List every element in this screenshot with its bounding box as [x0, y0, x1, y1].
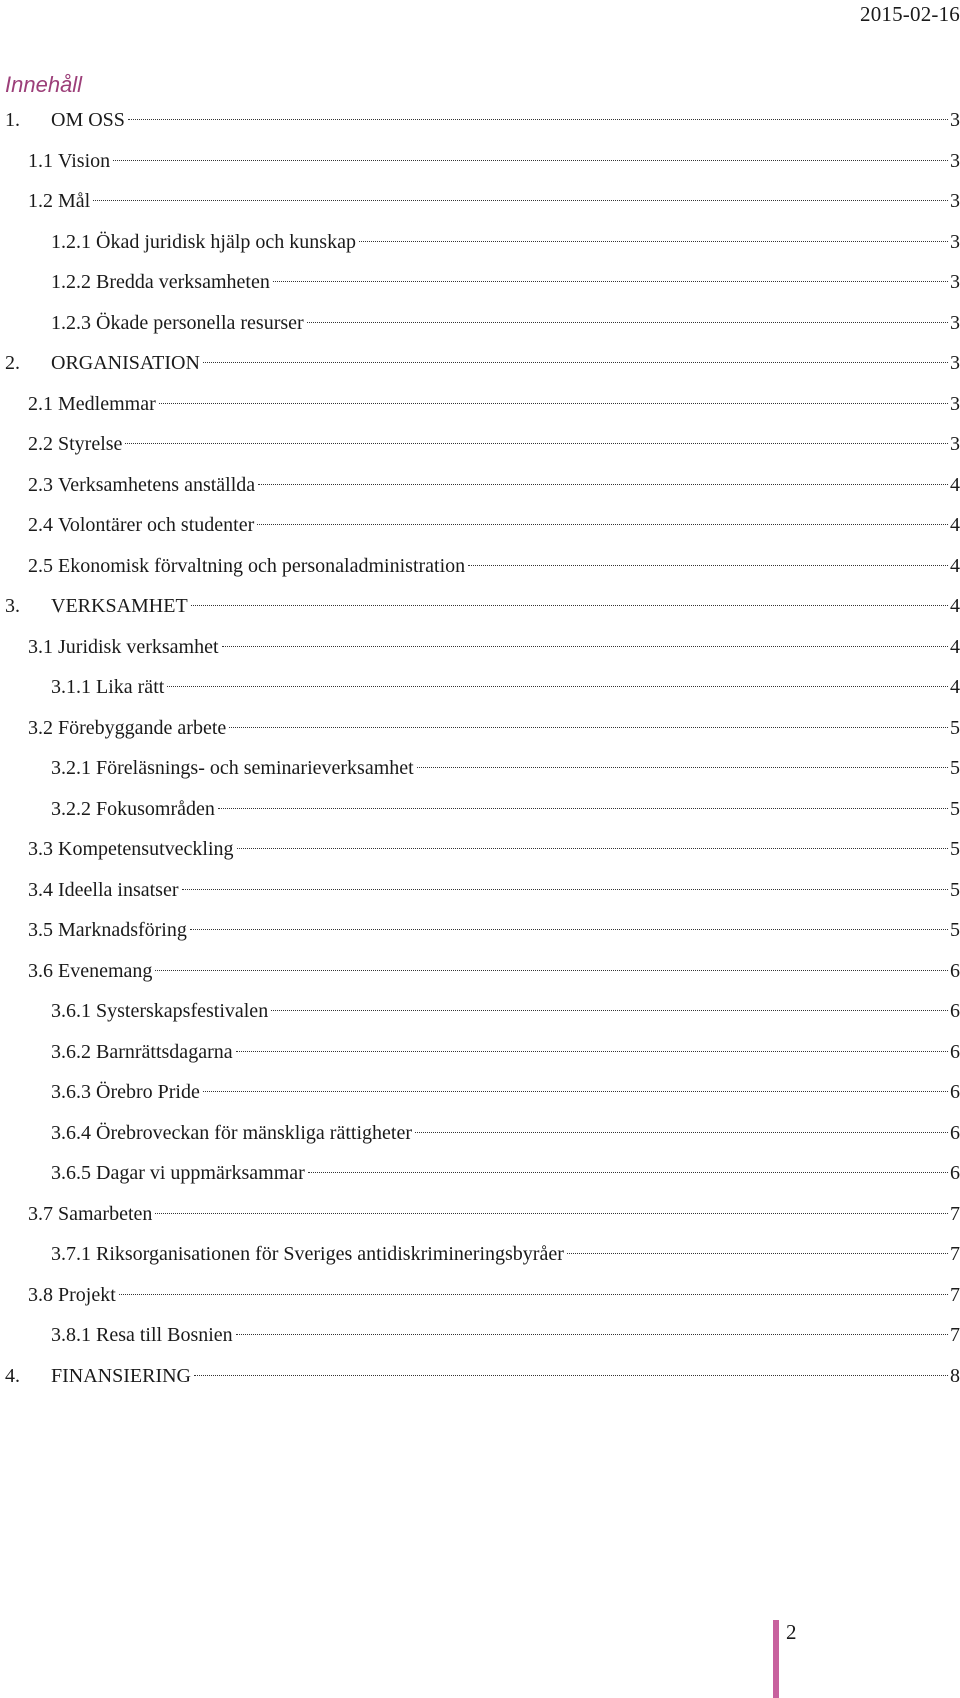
- toc-entry[interactable]: [5, 627, 960, 668]
- toc-entry[interactable]: [5, 748, 960, 789]
- toc-entry-number: 1.1: [28, 149, 53, 172]
- toc-entry[interactable]: [5, 465, 960, 506]
- toc-entry-title: Volontärer och studenter: [58, 514, 255, 536]
- toc-dot-leader: [237, 848, 948, 849]
- toc-dot-leader: [203, 1091, 948, 1092]
- toc-entry-title: ORGANISATION: [51, 352, 200, 374]
- toc-entry[interactable]: [5, 181, 960, 222]
- toc-dot-leader: [273, 281, 948, 282]
- toc-entry[interactable]: [5, 1194, 960, 1235]
- toc-entry[interactable]: [5, 1072, 960, 1113]
- toc-entry-number: 3.: [5, 595, 20, 617]
- toc-entry-page: 4: [950, 514, 960, 536]
- toc-entry[interactable]: [5, 1153, 960, 1194]
- toc-entry-page: 4: [950, 635, 960, 658]
- toc-entry-title: FINANSIERING: [51, 1364, 191, 1387]
- toc-entry-page: 4: [950, 595, 960, 617]
- toc-entry-page: 5: [950, 757, 960, 779]
- toc-dot-leader: [308, 1172, 948, 1173]
- toc-entry-page: 3: [950, 433, 960, 455]
- toc-entry-title: Projekt: [58, 1283, 116, 1306]
- toc-dot-leader: [194, 1375, 948, 1376]
- toc-entry[interactable]: [5, 951, 960, 992]
- toc-entry[interactable]: [5, 505, 960, 546]
- toc-entry-number: 3.1: [28, 635, 53, 658]
- toc-entry-title: Systerskapsfestivalen: [96, 1000, 269, 1022]
- toc-entry[interactable]: [5, 1113, 960, 1154]
- toc-entry-page: 3: [950, 271, 960, 293]
- toc-entry-page: 5: [950, 716, 960, 739]
- toc-entry[interactable]: [5, 343, 960, 384]
- toc-entry-number: 3.6.4: [51, 1121, 91, 1144]
- header-date: 2015-02-16: [860, 2, 960, 26]
- toc-entry[interactable]: [5, 1315, 960, 1356]
- toc-entry-title: Föreläsnings- och seminarieverksamhet: [96, 757, 414, 779]
- toc-entry[interactable]: [5, 667, 960, 708]
- toc-entry-page: 3: [950, 352, 960, 374]
- toc-entry-page: 3: [950, 311, 960, 334]
- footer-accent-bar: [773, 1620, 779, 1698]
- toc-entry[interactable]: [5, 1234, 960, 1275]
- toc-dot-leader: [167, 686, 948, 687]
- toc-entry-page: 6: [950, 1040, 960, 1063]
- toc-entry[interactable]: [5, 1356, 960, 1397]
- toc-dot-leader: [258, 484, 948, 485]
- toc-entry-number: 3.2: [28, 716, 53, 739]
- toc-entry-page: 6: [950, 1000, 960, 1022]
- toc-entry-title: Mål: [58, 190, 91, 212]
- toc-dot-leader: [159, 403, 948, 404]
- toc-dot-leader: [359, 241, 948, 242]
- toc-entry-page: 4: [950, 676, 960, 698]
- toc-entry-number: 2.1: [28, 392, 53, 415]
- toc-dot-leader: [236, 1051, 948, 1052]
- toc-entry-number: 3.7.1: [51, 1243, 91, 1265]
- toc-dot-leader: [125, 443, 948, 444]
- toc-entry-page: 7: [950, 1243, 960, 1265]
- toc-entry[interactable]: [5, 910, 960, 951]
- toc-entry-page: 7: [950, 1324, 960, 1346]
- toc-entry[interactable]: [5, 1275, 960, 1316]
- toc-entry-title: Dagar vi uppmärksammar: [96, 1162, 305, 1184]
- toc-entry-title: Förebyggande arbete: [58, 716, 227, 739]
- toc-entry-number: 4.: [5, 1364, 20, 1387]
- toc-dot-leader: [271, 1010, 948, 1011]
- toc-entry-number: 3.5: [28, 919, 53, 941]
- toc-entry-title: Ekonomisk förvaltning och personaladministration: [58, 554, 466, 577]
- toc-entry-number: 2.3: [28, 473, 53, 496]
- toc-entry[interactable]: [5, 100, 960, 141]
- toc-entry-title: Ökad juridisk hjälp och kunskap: [96, 230, 356, 253]
- toc-dot-leader: [307, 322, 948, 323]
- toc-entry[interactable]: [5, 789, 960, 830]
- page-number: 2: [786, 1620, 797, 1644]
- toc-dot-leader: [417, 767, 948, 768]
- toc-entry[interactable]: [5, 546, 960, 587]
- toc-entry-number: 1.2: [28, 190, 53, 212]
- toc-entry-number: 3.3: [28, 838, 53, 860]
- toc-dot-leader: [567, 1253, 948, 1254]
- toc-entry-page: 5: [950, 919, 960, 941]
- toc-entry-page: 4: [950, 554, 960, 577]
- toc-entry-number: 3.1.1: [51, 676, 91, 698]
- toc-dot-leader: [236, 1334, 948, 1335]
- toc-entry-title: Vision: [58, 149, 111, 172]
- toc-entry[interactable]: [5, 829, 960, 870]
- toc-entry-page: 5: [950, 878, 960, 901]
- toc-entry-page: 6: [950, 1162, 960, 1184]
- toc-entry-title: VERKSAMHET: [51, 595, 188, 617]
- toc-entry-number: 3.4: [28, 878, 53, 901]
- toc-dot-leader: [93, 200, 948, 201]
- toc-entry-page: 6: [950, 1081, 960, 1103]
- toc-entry-title: Resa till Bosnien: [96, 1324, 233, 1346]
- toc-dot-leader: [119, 1294, 948, 1295]
- toc-entry-page: 4: [950, 473, 960, 496]
- toc-entry-page: 5: [950, 838, 960, 860]
- toc-dot-leader: [190, 929, 948, 930]
- toc-dot-leader: [203, 362, 948, 363]
- toc-heading: Innehåll: [5, 72, 83, 97]
- toc-dot-leader: [218, 808, 948, 809]
- toc-entry-page: 3: [950, 230, 960, 253]
- toc-entry-title: Fokusområden: [96, 797, 215, 820]
- toc-entry-page: 6: [950, 1121, 960, 1144]
- toc-entry-page: 3: [950, 392, 960, 415]
- toc-entry-page: 7: [950, 1202, 960, 1225]
- toc-entry-title: Riksorganisationen för Sveriges antidiskrimineringsbyråer: [96, 1243, 564, 1265]
- toc-entry-page: 8: [950, 1364, 960, 1387]
- toc-entry-number: 3.6.3: [51, 1081, 91, 1103]
- toc-entry[interactable]: [5, 222, 960, 263]
- toc-entry-title: Marknadsföring: [58, 919, 187, 941]
- toc-entry-number: 3.2.1: [51, 757, 91, 779]
- toc-entry-number: 1.: [5, 109, 20, 131]
- toc-entry-title: Verksamhetens anställda: [58, 473, 256, 496]
- toc-entry[interactable]: [5, 586, 960, 627]
- toc-entry-page: 6: [950, 959, 960, 982]
- toc-entry-page: 3: [950, 149, 960, 172]
- toc-entry-title: Kompetensutveckling: [58, 838, 234, 860]
- toc-entry-number: 3.6.2: [51, 1040, 91, 1063]
- toc-dot-leader: [229, 727, 948, 728]
- toc-entry-title: Juridisk verksamhet: [58, 635, 219, 658]
- toc-entry-page: 3: [950, 190, 960, 212]
- table-of-contents: [5, 100, 960, 1396]
- toc-entry[interactable]: [5, 991, 960, 1032]
- toc-entry-title: OM OSS: [51, 109, 125, 131]
- toc-entry-number: 2.: [5, 352, 20, 374]
- toc-dot-leader: [415, 1132, 948, 1133]
- toc-entry-title: Ökade personella resurser: [96, 311, 304, 334]
- toc-entry-title: Örebroveckan för mänskliga rättigheter: [96, 1121, 412, 1144]
- toc-entry-page: 3: [950, 109, 960, 131]
- toc-entry-page: 7: [950, 1283, 960, 1306]
- toc-entry-number: 3.6.1: [51, 1000, 91, 1022]
- toc-entry-title: Medlemmar: [58, 392, 156, 415]
- toc-entry-number: 2.4: [28, 514, 53, 536]
- toc-entry-title: Samarbeten: [58, 1202, 153, 1225]
- toc-dot-leader: [191, 605, 948, 606]
- toc-dot-leader: [155, 970, 948, 971]
- toc-entry-title: Styrelse: [58, 433, 123, 455]
- toc-entry-number: 1.2.2: [51, 271, 91, 293]
- toc-entry-number: 3.8.1: [51, 1324, 91, 1346]
- toc-dot-leader: [182, 889, 949, 890]
- toc-entry-number: 3.6: [28, 959, 53, 982]
- toc-entry-title: Lika rätt: [96, 676, 165, 698]
- toc-dot-leader: [257, 524, 948, 525]
- toc-entry-number: 2.5: [28, 554, 53, 577]
- toc-entry[interactable]: [5, 424, 960, 465]
- toc-entry-title: Barnrättsdagarna: [96, 1040, 233, 1063]
- toc-entry-title: Bredda verksamheten: [96, 271, 270, 293]
- toc-entry-title: Ideella insatser: [58, 878, 179, 901]
- toc-entry-number: 2.2: [28, 433, 53, 455]
- toc-entry-title: Evenemang: [58, 959, 153, 982]
- toc-entry-number: 3.6.5: [51, 1162, 91, 1184]
- toc-entry[interactable]: [5, 262, 960, 303]
- toc-entry[interactable]: [5, 303, 960, 344]
- toc-entry[interactable]: [5, 870, 960, 911]
- toc-entry[interactable]: [5, 1032, 960, 1073]
- toc-entry-number: 3.2.2: [51, 797, 91, 820]
- toc-dot-leader: [113, 160, 948, 161]
- toc-dot-leader: [222, 646, 948, 647]
- toc-entry-number: 3.8: [28, 1283, 53, 1306]
- toc-dot-leader: [155, 1213, 948, 1214]
- toc-entry[interactable]: [5, 708, 960, 749]
- toc-entry[interactable]: [5, 384, 960, 425]
- toc-entry-title: Örebro Pride: [96, 1081, 200, 1103]
- toc-entry[interactable]: [5, 141, 960, 182]
- toc-entry-number: 1.2.3: [51, 311, 91, 334]
- toc-entry-number: 1.2.1: [51, 230, 91, 253]
- toc-dot-leader: [468, 565, 948, 566]
- toc-entry-page: 5: [950, 797, 960, 820]
- toc-entry-number: 3.7: [28, 1202, 53, 1225]
- toc-dot-leader: [128, 119, 948, 120]
